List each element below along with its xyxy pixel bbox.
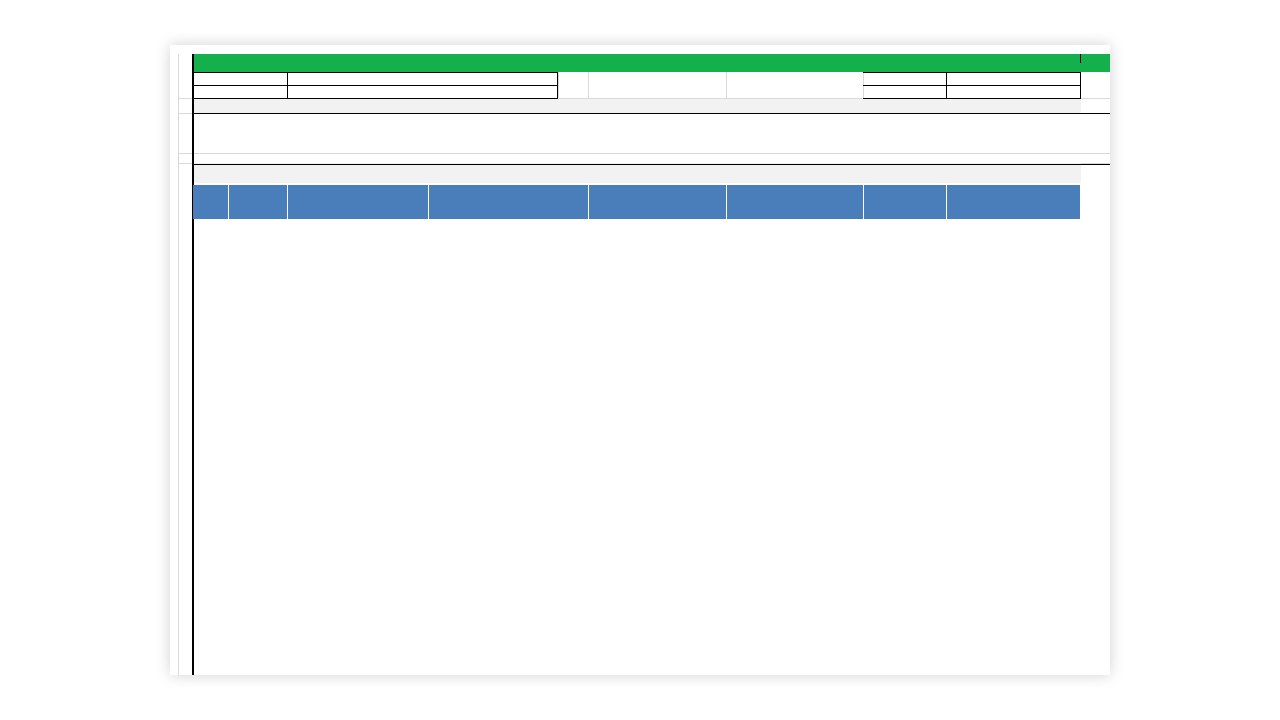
title-bar-extension	[1080, 54, 1110, 72]
column-header-specifications[interactable]	[589, 185, 727, 219]
border	[287, 72, 288, 99]
gridline	[178, 54, 179, 675]
project-code-label	[195, 73, 287, 85]
column-header-criteria[interactable]	[727, 185, 864, 219]
border	[193, 113, 1110, 114]
border	[193, 98, 558, 99]
spacer-row-fill	[193, 99, 1081, 113]
column-header-name[interactable]	[288, 185, 429, 219]
column-header-comments[interactable]	[947, 185, 1081, 219]
project-sponsor-label	[865, 86, 945, 98]
project-manager-value[interactable]	[948, 73, 1078, 85]
column-header-description[interactable]	[429, 185, 589, 219]
sheet-title	[193, 54, 1110, 72]
update-row-fill	[193, 163, 1081, 183]
project-manager-label	[865, 73, 945, 85]
gridline	[178, 153, 1110, 154]
border	[193, 164, 1110, 165]
project-name-value[interactable]	[289, 86, 557, 98]
left-border	[192, 54, 194, 675]
column-header-wbs[interactable]	[229, 185, 288, 219]
project-code-value[interactable]	[289, 73, 557, 85]
border	[863, 98, 1081, 99]
column-header-id[interactable]	[193, 185, 229, 219]
spreadsheet	[170, 45, 1110, 675]
right-border	[1080, 54, 1081, 63]
project-name-label	[195, 86, 287, 98]
project-sponsor-value[interactable]	[948, 86, 1078, 98]
border	[557, 72, 558, 99]
border	[1080, 72, 1081, 99]
border	[946, 72, 947, 99]
column-header-status[interactable]	[864, 185, 947, 219]
